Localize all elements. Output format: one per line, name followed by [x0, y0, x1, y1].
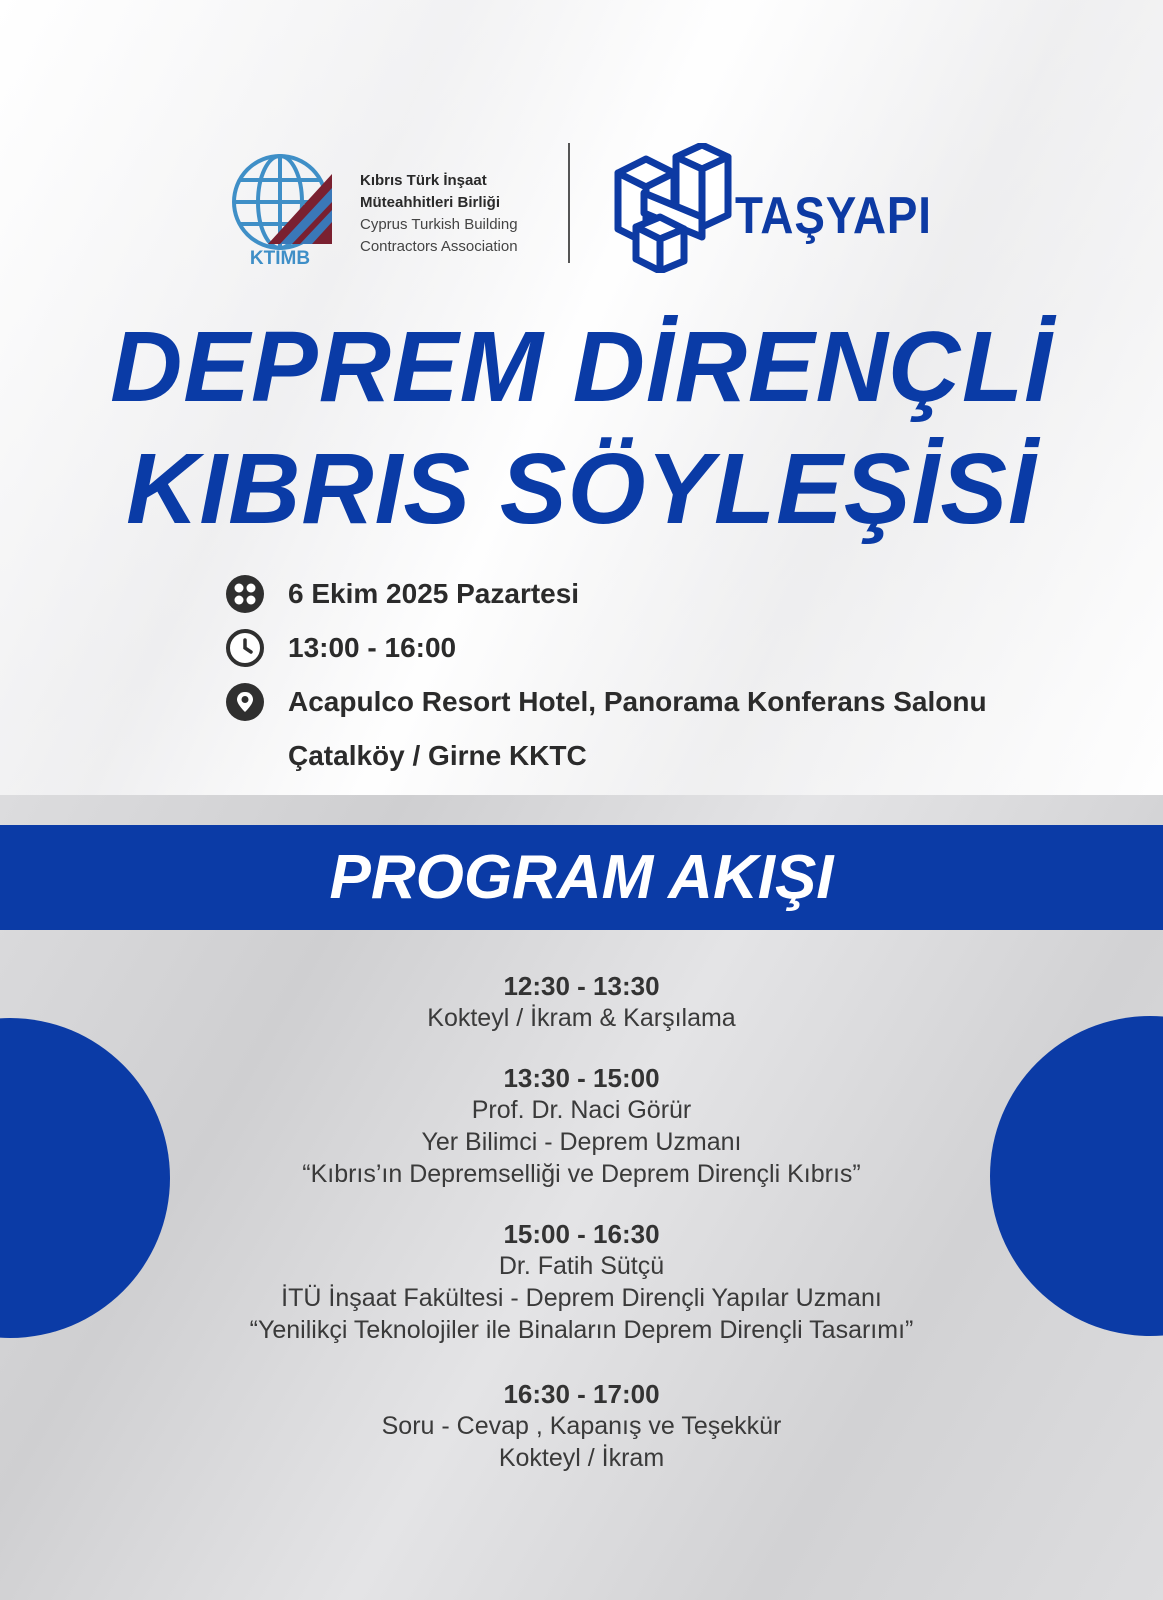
calendar-dots-icon — [226, 575, 264, 613]
session-line: “Yenilikçi Teknolojiler ile Binaların Deprem Dirençli Tasarımı” — [249, 1316, 914, 1344]
session-time: 13:30 - 15:00 — [503, 1063, 660, 1093]
ktimb-globe-logo — [228, 150, 340, 270]
clock-icon — [226, 629, 264, 667]
location-pin-icon — [226, 683, 264, 721]
session-time: 15:00 - 16:30 — [503, 1219, 660, 1249]
session-line: Prof. Dr. Naci Görür — [471, 1096, 692, 1124]
program-session — [0, 1218, 1163, 1346]
tasyapi-wordmark: TAŞYAPI — [735, 187, 932, 245]
ktimb-abbr: KTİMB — [249, 248, 311, 269]
event-time-row — [226, 628, 456, 668]
ktimb-name-en-1: Cyprus Turkish Building — [360, 216, 518, 233]
ktimb-name-tr-2: Müteahhitleri Birliği — [360, 194, 501, 211]
ktimb-name-en-2: Contractors Association — [360, 238, 518, 255]
tasyapi-cubes-logo — [610, 143, 740, 273]
event-date: 6 Ekim 2025 Pazartesi — [288, 578, 580, 609]
session-line: Dr. Fatih Sütçü — [498, 1252, 665, 1280]
event-date-row — [226, 574, 579, 614]
session-time: 12:30 - 13:30 — [503, 971, 660, 1001]
event-location-row-2 — [288, 736, 587, 776]
session-line: Yer Bilimci - Deprem Uzmanı — [421, 1128, 742, 1156]
ktimb-name-block — [360, 170, 560, 258]
program-session — [0, 1378, 1163, 1474]
program-session — [0, 970, 1163, 1034]
program-band — [0, 825, 1163, 930]
event-location-line-1: Acapulco Resort Hotel, Panorama Konferans Salonu — [288, 686, 987, 717]
title-line-1: DEPREM DİRENÇLİ — [110, 311, 1053, 423]
event-time: 13:00 - 16:00 — [288, 632, 457, 663]
session-line: “Kıbrıs’ın Depremselliği ve Deprem Dirençli Kıbrıs” — [302, 1160, 861, 1188]
title-line-2: KIBRIS SÖYLEŞİSİ — [126, 433, 1037, 545]
session-time: 16:30 - 17:00 — [503, 1379, 660, 1409]
program-session — [0, 1062, 1163, 1190]
ktimb-name-tr-1: Kıbrıs Türk İnşaat — [360, 172, 487, 189]
session-line: İTÜ İnşaat Fakültesi - Deprem Dirençli Yapılar Uzmanı — [281, 1284, 882, 1312]
event-location-row — [226, 682, 987, 722]
event-location-line-2: Çatalköy / Girne KKTC — [288, 740, 587, 771]
session-line: Kokteyl / İkram — [498, 1444, 665, 1472]
session-line: Soru - Cevap , Kapanış ve Teşekkür — [381, 1412, 782, 1440]
session-line: Kokteyl / İkram & Karşılama — [427, 1004, 736, 1032]
program-heading: PROGRAM AKIŞI — [329, 843, 834, 912]
logo-divider — [568, 143, 570, 263]
